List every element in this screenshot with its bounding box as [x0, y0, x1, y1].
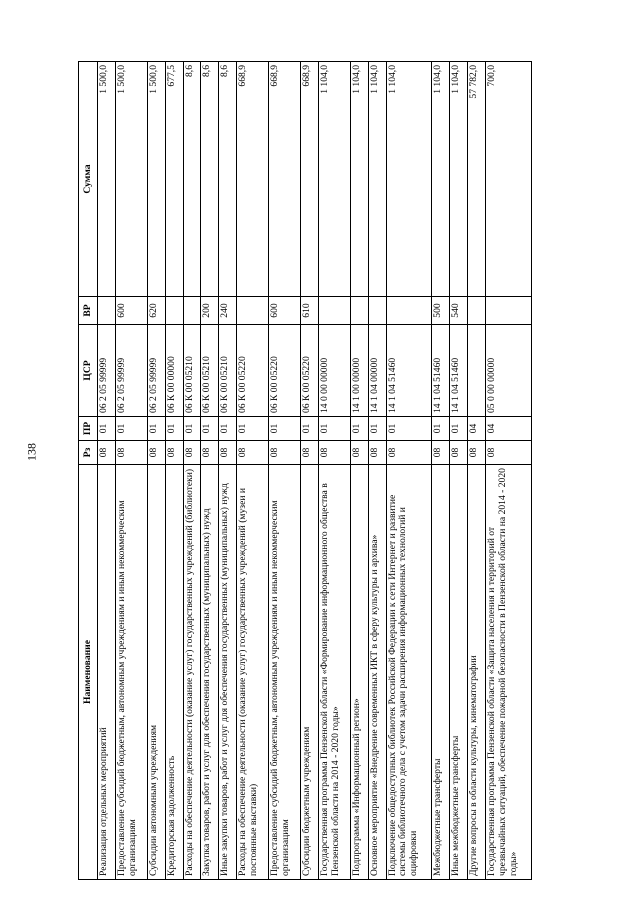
- table-row: [183, 62, 201, 880]
- row-rz: 08: [115, 441, 147, 465]
- row-vr: [183, 297, 201, 325]
- row-sum: 1 500,0: [115, 62, 147, 297]
- row-pr: 01: [269, 417, 301, 441]
- table-row: [318, 62, 350, 880]
- row-rz: 08: [165, 441, 183, 465]
- row-csr: 14 1 04 00000: [368, 325, 386, 417]
- table-row: [269, 62, 301, 880]
- row-pr: 01: [201, 417, 219, 441]
- table-row: [219, 62, 237, 880]
- row-name: Предоставление субсидий бюджетным, автономным учреждениям и иным некоммерческим организациям: [115, 465, 147, 880]
- row-name: Государственная программа Пензенской области «Формирование информационного общества в Пензенской области на 2014 - 2020 годы»: [318, 465, 350, 880]
- row-vr: [350, 297, 368, 325]
- row-sum: 8,6: [201, 62, 219, 297]
- row-name: Предоставление субсидий бюджетным, автономным учреждениям и иным некоммерческим организациям: [269, 465, 301, 880]
- row-sum: 1 104,0: [386, 62, 432, 297]
- row-rz: 08: [386, 441, 432, 465]
- row-name: Подключение общедоступных библиотек Российской Федерации к сети Интернет и развитие системы библиотечного дела с учетом задачи расширения информационных технологий и оцифровки: [386, 465, 432, 880]
- row-sum: 668,9: [269, 62, 301, 297]
- row-csr: [468, 325, 486, 417]
- row-pr: 01: [219, 417, 237, 441]
- row-name: Подпрограмма «Информационный регион»: [350, 465, 368, 880]
- row-rz: 08: [147, 441, 165, 465]
- table-row: [201, 62, 219, 880]
- row-pr: 01: [386, 417, 432, 441]
- row-name: Расходы на обеспечение деятельности (оказание услуг) государственных учреждений (библиотеки): [183, 465, 201, 880]
- table-row: [350, 62, 368, 880]
- table-row: [432, 62, 450, 880]
- row-name: Реализация отдельных мероприятий: [98, 465, 116, 880]
- table-row: [368, 62, 386, 880]
- row-rz: 08: [269, 441, 301, 465]
- row-pr: 01: [350, 417, 368, 441]
- row-csr: 06 К 00 05220: [237, 325, 269, 417]
- row-pr: 01: [147, 417, 165, 441]
- row-csr: 06 К 00 05210: [201, 325, 219, 417]
- row-vr: 620: [147, 297, 165, 325]
- row-vr: [165, 297, 183, 325]
- row-pr: 01: [165, 417, 183, 441]
- row-sum: 1 104,0: [368, 62, 386, 297]
- row-sum: 57 782,0: [468, 62, 486, 297]
- table-row: [486, 62, 532, 880]
- row-csr: 06 2 05 99999: [115, 325, 147, 417]
- row-name: Субсидии автономным учреждениям: [147, 465, 165, 880]
- row-rz: 08: [486, 441, 532, 465]
- row-pr: 01: [432, 417, 450, 441]
- row-csr: 14 0 00 00000: [318, 325, 350, 417]
- row-vr: 600: [269, 297, 301, 325]
- row-vr: [237, 297, 269, 325]
- row-vr: [486, 297, 532, 325]
- row-rz: 08: [300, 441, 318, 465]
- row-rz: 08: [201, 441, 219, 465]
- row-vr: [98, 297, 116, 325]
- row-rz: 08: [219, 441, 237, 465]
- page-number: 138: [24, 443, 39, 461]
- table-row: [300, 62, 318, 880]
- row-vr: [468, 297, 486, 325]
- row-csr: 14 1 04 51460: [432, 325, 450, 417]
- row-name: Иные межбюджетные трансферты: [450, 465, 468, 880]
- header-rz: Рз: [79, 441, 98, 465]
- row-sum: 8,6: [219, 62, 237, 297]
- row-csr: 06 2 05 99999: [98, 325, 116, 417]
- row-vr: 540: [450, 297, 468, 325]
- row-name: Субсидии бюджетным учреждениям: [300, 465, 318, 880]
- table-row: [115, 62, 147, 880]
- row-sum: 677,5: [165, 62, 183, 297]
- row-pr: 01: [300, 417, 318, 441]
- row-sum: 1 104,0: [318, 62, 350, 297]
- row-csr: 06 К 00 05210: [183, 325, 201, 417]
- row-name: Основное мероприятие «Внедрение современных ИКТ в сферу культуры и архива»: [368, 465, 386, 880]
- row-vr: [318, 297, 350, 325]
- row-pr: 01: [368, 417, 386, 441]
- row-name: Закупка товаров, работ и услуг для обеспечения государственных (муниципальных) нужд: [201, 465, 219, 880]
- row-name: Межбюджетные трансферты: [432, 465, 450, 880]
- row-vr: [368, 297, 386, 325]
- row-sum: 1 104,0: [432, 62, 450, 297]
- budget-table: [78, 61, 532, 880]
- row-vr: 610: [300, 297, 318, 325]
- row-name: Другие вопросы в области культуры, кинематографии: [468, 465, 486, 880]
- header-vr: ВР: [79, 297, 98, 325]
- row-csr: 06 2 05 99999: [147, 325, 165, 417]
- row-sum: 1 500,0: [98, 62, 116, 297]
- row-sum: 1 104,0: [350, 62, 368, 297]
- row-name: Кредиторская задолженность: [165, 465, 183, 880]
- table-header-row: [79, 62, 98, 880]
- row-rz: 08: [368, 441, 386, 465]
- row-pr: 01: [98, 417, 116, 441]
- row-sum: 668,9: [237, 62, 269, 297]
- row-sum: 1 500,0: [147, 62, 165, 297]
- header-sum: Сумма: [79, 62, 98, 297]
- table-row: [450, 62, 468, 880]
- row-pr: 01: [115, 417, 147, 441]
- row-sum: 8,6: [183, 62, 201, 297]
- row-sum: 700,0: [486, 62, 532, 297]
- table-row: [468, 62, 486, 880]
- table-row: [386, 62, 432, 880]
- rotated-page-content: [78, 62, 532, 880]
- row-name: Расходы на обеспечение деятельности (оказание услуг) государственных учреждений (музеи и постоянные выставки): [237, 465, 269, 880]
- row-pr: 01: [237, 417, 269, 441]
- row-vr: [386, 297, 432, 325]
- row-rz: 08: [183, 441, 201, 465]
- table-row: [165, 62, 183, 880]
- row-csr: 14 1 00 00000: [350, 325, 368, 417]
- header-pr: ПР: [79, 417, 98, 441]
- row-vr: 500: [432, 297, 450, 325]
- row-csr: 14 1 04 51460: [386, 325, 432, 417]
- header-csr: ЦСР: [79, 325, 98, 417]
- table-row: [98, 62, 116, 880]
- row-vr: 600: [115, 297, 147, 325]
- row-pr: 04: [468, 417, 486, 441]
- row-rz: 08: [450, 441, 468, 465]
- row-name: Государственная программа Пензенской области «Защита населения и территорий от чрезвычайных ситуаций, обеспечение пожарной безопасности в Пензенской области на 2014 - 2020 годы»: [486, 465, 532, 880]
- row-csr: 05 0 00 00000: [486, 325, 532, 417]
- row-vr: 200: [201, 297, 219, 325]
- table-row: [237, 62, 269, 880]
- row-pr: 01: [450, 417, 468, 441]
- row-rz: 08: [350, 441, 368, 465]
- row-name: Иные закупки товаров, работ и услуг для обеспечения государственных (муниципальных) нужд: [219, 465, 237, 880]
- table-row: [147, 62, 165, 880]
- row-pr: 01: [183, 417, 201, 441]
- row-pr: 01: [318, 417, 350, 441]
- row-sum: 668,9: [300, 62, 318, 297]
- row-csr: 06 К 00 05220: [269, 325, 301, 417]
- row-rz: 08: [468, 441, 486, 465]
- row-rz: 08: [98, 441, 116, 465]
- header-name: Наименование: [79, 465, 98, 880]
- row-csr: 14 1 04 51460: [450, 325, 468, 417]
- row-csr: 06 К 00 00000: [165, 325, 183, 417]
- row-rz: 08: [318, 441, 350, 465]
- row-csr: 06 К 00 05210: [219, 325, 237, 417]
- row-rz: 08: [432, 441, 450, 465]
- row-csr: 06 К 00 05220: [300, 325, 318, 417]
- row-rz: 08: [237, 441, 269, 465]
- row-vr: 240: [219, 297, 237, 325]
- row-sum: 1 104,0: [450, 62, 468, 297]
- row-pr: 04: [486, 417, 532, 441]
